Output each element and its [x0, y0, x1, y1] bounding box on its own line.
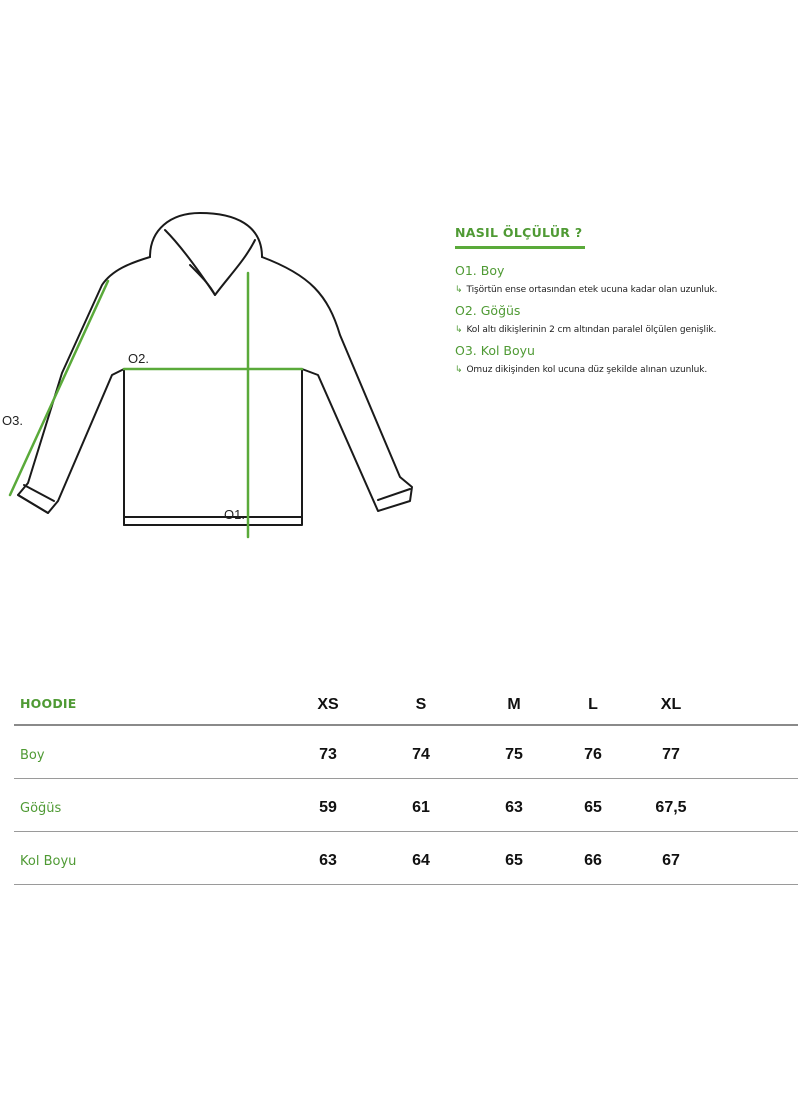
- arrow-right-icon: ↳: [455, 365, 463, 375]
- row-label: Kol Boyu: [20, 854, 77, 869]
- size-table: [14, 676, 798, 885]
- guide-item-desc: [455, 325, 795, 335]
- table-cell: 66: [584, 852, 602, 869]
- size-header-l: L: [588, 696, 598, 713]
- table-cell: 67: [662, 852, 680, 869]
- guide-item-gogus: [455, 303, 795, 335]
- table-cell: 65: [584, 799, 602, 816]
- table-cell: 77: [662, 746, 680, 763]
- row-label: Göğüs: [20, 801, 62, 816]
- size-header-xs: XS: [317, 696, 339, 713]
- hood-inner-left: [165, 230, 255, 295]
- table-cell: 75: [505, 746, 523, 763]
- guide-item-kol-boyu: [455, 343, 795, 375]
- table-cell: 67,5: [655, 799, 687, 816]
- guide-title-underline: [455, 246, 585, 249]
- kol-boyu-measure-line: [10, 281, 108, 495]
- table-row: [14, 832, 798, 885]
- guide-item-head: O3. Kol Boyu: [455, 343, 535, 358]
- guide-item-desc-text: Omuz dikişinden kol ucuna düz şekilde alınan uzunluk.: [466, 365, 708, 375]
- o3-label: O3.: [2, 413, 23, 428]
- table-cell: 61: [412, 799, 430, 816]
- table-cell: 64: [412, 852, 430, 869]
- guide-title: NASIL ÖLÇÜLÜR ?: [455, 225, 583, 240]
- right-cuff-top: [378, 489, 410, 500]
- hoodie-diagram: [0, 195, 430, 555]
- guide-item-boy: [455, 263, 795, 295]
- table-cell: 59: [319, 799, 337, 816]
- arrow-right-icon: ↳: [455, 325, 463, 335]
- table-header-row: [14, 676, 798, 726]
- o2-label: O2.: [128, 351, 149, 366]
- o1-label: O1.: [224, 507, 245, 522]
- guide-item-desc: [455, 365, 795, 375]
- size-header-xl: XL: [660, 696, 682, 713]
- row-label: Boy: [20, 748, 45, 763]
- table-row: [14, 726, 798, 779]
- hood-outline: [150, 213, 262, 257]
- table-cell: 65: [505, 852, 523, 869]
- guide-item-desc-text: Tişörtün ense ortasından etek ucuna kadar olan uzunluk.: [466, 285, 718, 295]
- table-cell: 76: [584, 746, 602, 763]
- guide-item-desc: [455, 285, 795, 295]
- guide-item-head: O2. Göğüs: [455, 303, 521, 318]
- arrow-right-icon: ↳: [455, 285, 463, 295]
- hoodie-outline-illustration: [0, 195, 430, 555]
- table-cell: 74: [412, 746, 430, 763]
- table-cell: 73: [319, 746, 337, 763]
- table-row: [14, 779, 798, 832]
- table-cell: 63: [319, 852, 337, 869]
- left-cuff-line: [18, 495, 48, 513]
- guide-item-desc-text: Kol altı dikişlerinin 2 cm altından paralel ölçülen genişlik.: [466, 325, 717, 335]
- left-cuff-top: [24, 485, 54, 501]
- guide-item-head: O1. Boy: [455, 263, 505, 278]
- measurement-guide: [455, 225, 795, 375]
- hood-fold: [190, 265, 215, 295]
- size-header-s: S: [415, 696, 427, 713]
- table-header-label: HOODIE: [20, 696, 77, 711]
- size-header-m: M: [507, 696, 521, 713]
- hoodie-body-outline: [18, 257, 412, 525]
- table-cell: 63: [505, 799, 523, 816]
